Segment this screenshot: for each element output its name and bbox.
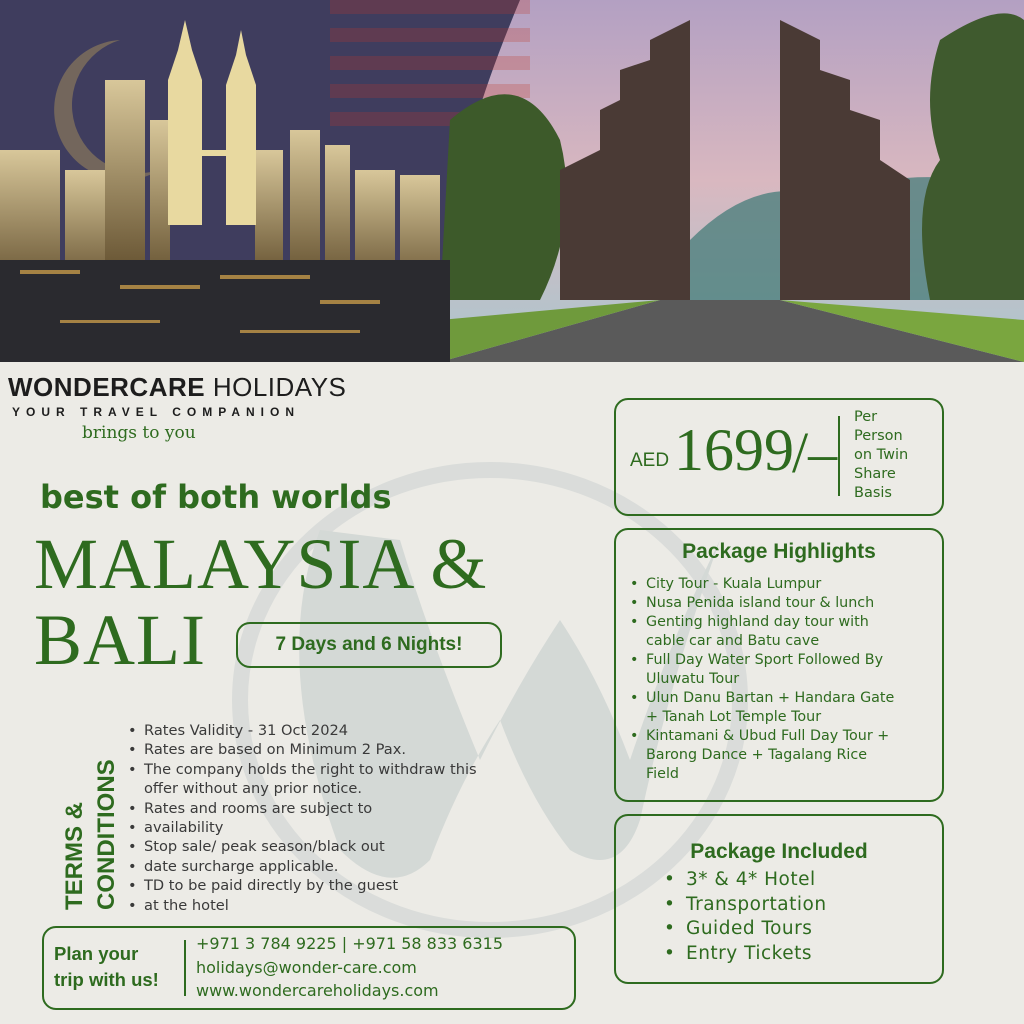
included-item: • Guided Tours — [664, 917, 827, 942]
terms-item-text: Stop sale/ peak season/black out — [144, 838, 385, 856]
highlight-item-text: Genting highland day tour with — [646, 614, 869, 630]
contact-website-link[interactable]: www.wondercareholidays.com — [196, 981, 439, 1000]
headline-title-line2: BALI — [34, 600, 206, 680]
contact-email-link[interactable]: holidays@wonder-care.com — [196, 957, 417, 977]
price-basis-line: Per — [854, 409, 878, 425]
price-box — [614, 398, 944, 516]
price-divider — [838, 416, 840, 496]
price-amount: 1699 — [674, 417, 794, 483]
contact-box — [42, 926, 576, 1010]
included-item: • 3* & 4* Hotel — [664, 868, 827, 893]
brand-name-bold: WONDERCARE — [8, 372, 206, 402]
included-item: • Entry Tickets — [664, 942, 827, 967]
contact-cta — [54, 941, 179, 993]
hero-illustration — [0, 0, 1024, 362]
highlight-item-text: Barong Dance + Tagalang Rice — [646, 747, 868, 763]
terms-item — [128, 760, 568, 799]
terms-list — [128, 721, 568, 915]
brand-tagline: YOUR TRAVEL COMPANION — [12, 405, 301, 419]
terms-item-text: date surcharge applicable. — [144, 857, 339, 875]
duration-badge: 7 Days and 6 Nights! — [236, 622, 502, 668]
terms-heading-line2: CONDITIONS — [93, 759, 120, 910]
highlight-item — [628, 689, 938, 727]
terms-item — [128, 721, 568, 740]
terms-item-text: Rates and rooms are subject to — [144, 799, 373, 817]
terms-item-text: offer without any prior notice. — [144, 780, 363, 798]
highlight-item — [628, 651, 938, 689]
included-item: • Transportation — [664, 893, 827, 918]
headline-subtitle: best of both worlds — [40, 478, 392, 516]
highlight-item-text: Ulun Danu Bartan + Handara Gate — [646, 690, 895, 706]
terms-item — [128, 740, 568, 759]
hero-banner-image — [0, 0, 1024, 362]
price-basis-line: Share — [854, 466, 896, 482]
included-list — [664, 868, 827, 966]
brand-name — [8, 372, 346, 403]
highlight-item — [628, 727, 938, 784]
terms-heading — [50, 728, 120, 910]
contact-divider — [184, 940, 186, 996]
highlight-item — [628, 575, 938, 594]
package-highlights-box — [614, 528, 944, 802]
highlights-title: Package Highlights — [682, 540, 876, 563]
price-suffix: /– — [792, 420, 838, 485]
terms-item-text: availability — [144, 819, 224, 837]
price-basis-line: Basis — [854, 485, 892, 501]
price-currency: AED — [630, 450, 670, 471]
terms-item-text: at the hotel — [144, 896, 229, 914]
highlights-list — [628, 575, 938, 784]
highlight-item-text: Kintamani & Ubud Full Day Tour + — [646, 728, 890, 744]
highlight-item-text: Uluwatu Tour — [646, 671, 740, 687]
price-basis-line: Person — [854, 428, 903, 444]
brand-name-rest: HOLIDAYS — [205, 372, 347, 402]
highlight-item-text: cable car and Batu cave — [646, 633, 820, 649]
brand-intro-text: brings to you — [82, 423, 196, 443]
highlight-item-text: Field — [646, 766, 679, 782]
terms-item — [128, 876, 568, 895]
highlight-item — [628, 613, 938, 651]
package-included-box — [614, 814, 944, 984]
terms-item-text: Rates are based on Minimum 2 Pax. — [144, 741, 407, 759]
contact-cta-line2: trip with us! — [54, 969, 159, 990]
terms-item-text: Rates Validity - 31 Oct 2024 — [144, 722, 349, 739]
contact-phones[interactable]: +971 3 784 9225 | +971 58 833 6315 — [196, 934, 504, 953]
highlight-item-text: + Tanah Lot Temple Tour — [646, 709, 822, 725]
price-basis-line: on Twin — [854, 447, 909, 463]
headline-title-line1: MALAYSIA & — [34, 524, 488, 604]
contact-details — [196, 932, 503, 1003]
terms-item — [128, 837, 568, 856]
included-title: Package Included — [690, 840, 868, 863]
highlight-item — [628, 594, 938, 613]
terms-item — [128, 818, 568, 837]
highlight-item-text: Nusa Penida island tour & lunch — [646, 595, 875, 611]
terms-heading-line1: TERMS & — [61, 802, 88, 910]
contact-cta-line1: Plan your — [54, 943, 139, 964]
price-basis — [854, 408, 934, 503]
highlight-item-text: Full Day Water Sport Followed By — [646, 652, 884, 668]
terms-item-text: The company holds the right to withdraw this — [144, 760, 477, 778]
terms-item — [128, 857, 568, 876]
terms-item — [128, 896, 568, 915]
highlight-item-text: City Tour - Kuala Lumpur — [646, 576, 822, 592]
terms-item-text: TD to be paid directly by the guest — [144, 877, 399, 895]
terms-item — [128, 799, 568, 818]
